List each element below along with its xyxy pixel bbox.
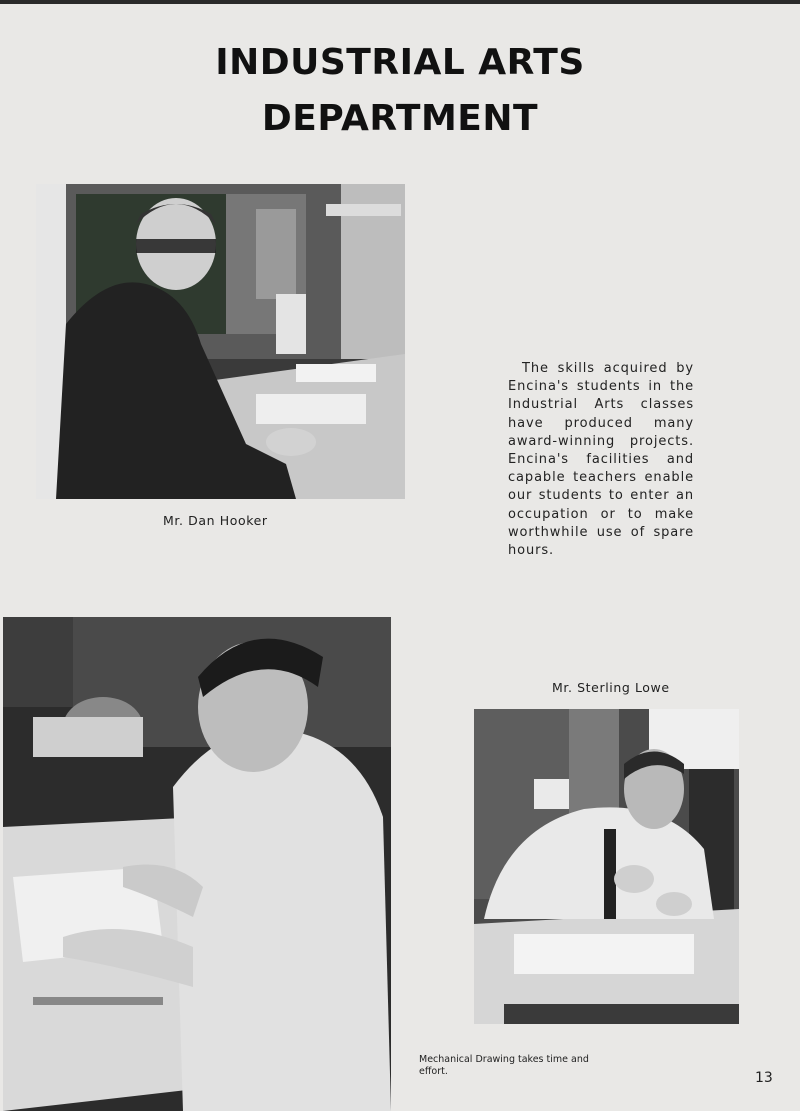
- caption-dan-hooker: Mr. Dan Hooker: [163, 513, 268, 528]
- page-title-line2: DEPARTMENT: [261, 98, 539, 139]
- body-paragraph: The skills acquired by Encina's students in the Industrial Arts classes have produced many award-winning projects. Encina's facilities and capable teachers enable our students to enter an occupation or to make worthwhile use of spare hours.: [508, 361, 694, 559]
- page-title-line1: INDUSTRIAL ARTS: [215, 42, 585, 83]
- caption-sterling-lowe: Mr. Sterling Lowe: [552, 680, 670, 695]
- top-rule: [0, 0, 800, 4]
- photo-dan-hooker: [36, 184, 405, 499]
- page-number: 13: [755, 1070, 773, 1086]
- photo-sterling-lowe: [474, 709, 739, 1024]
- bottom-caption: Mechanical Drawing takes time and effort.: [419, 1054, 589, 1077]
- photo-student-drawing: [3, 617, 391, 1111]
